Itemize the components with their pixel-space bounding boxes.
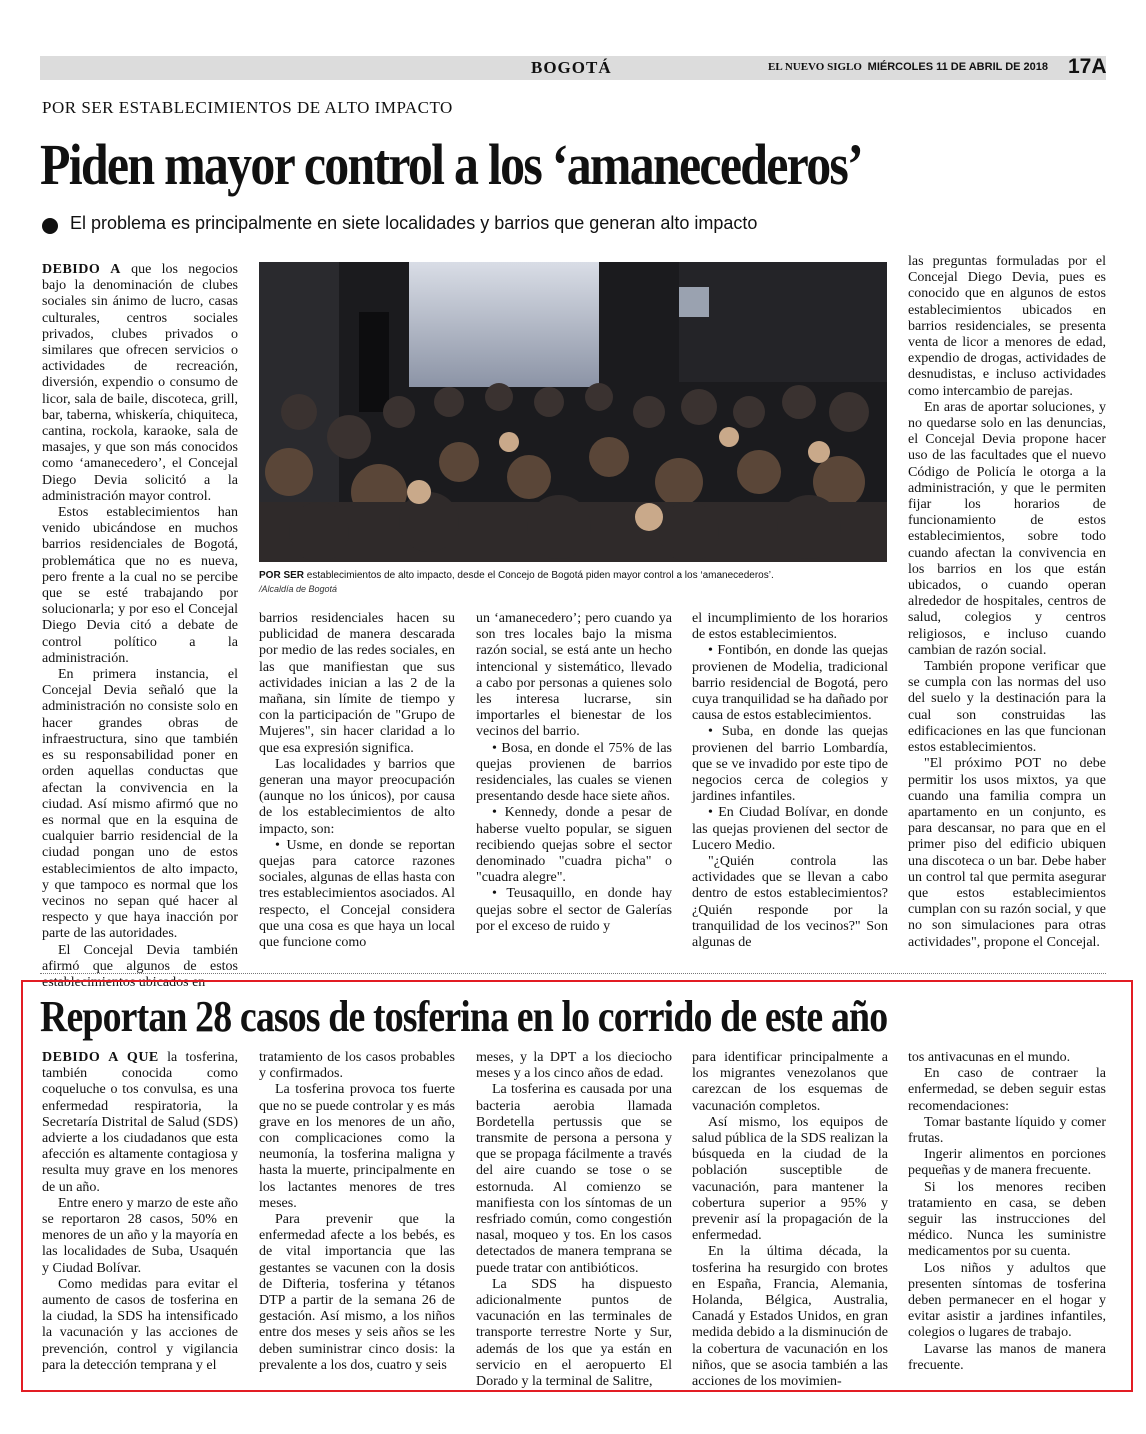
article1-column-4 bbox=[692, 611, 888, 951]
paragraph: barrios residenciales hacen su publicidad de manera descarada por medio de las redes sociales, en las que manifiestan que sus actividades inician a las 2 de la mañana, sin límite de tiempo y con la participación de "Grupo de Mujeres", sin hacer claridad a lo que esa expresión significa. bbox=[259, 611, 455, 756]
paragraph: tratamiento de los casos probables y confirmados. bbox=[259, 1050, 455, 1082]
page-number: 17A bbox=[1068, 55, 1107, 78]
article-subhead: El problema es principalmente en siete localidades y barrios que generan alto impacto bbox=[70, 213, 758, 233]
paragraph: Si los menores reciben tratamiento en casa, se deben seguir las instrucciones del médico. Nunca les suministre medicamentos por su cuenta. bbox=[908, 1179, 1106, 1260]
article-headline: Piden mayor control a los ‘amanecederos’ bbox=[40, 132, 863, 197]
paragraph: • Suba, en donde las quejas provienen del barrio Lombardía, que se ve invadido por este tipo de negocios cerca de colegios y jardines infantiles. bbox=[692, 724, 888, 805]
paragraph: meses, y la DPT a los dieciocho meses y a los cinco años de edad. bbox=[476, 1050, 672, 1082]
paragraph: Tomar bastante líquido y comer frutas. bbox=[908, 1114, 1106, 1147]
paragraph: En la última década, la tosferina ha resurgido con brotes en España, Francia, Alemania, Holanda, Bélgica, Australia, Canadá y Estados Unidos, en gran medida debido a la disminución de la cobertura de vacunación en los niños, que se asocia también a las acciones de los movimien- bbox=[692, 1244, 888, 1390]
paragraph: • Usme, en donde se reportan quejas para catorce razones sociales, algunas de ellas hasta con tres establecimientos asociados. Al respecto, el Concejal considera que una cosa es que haya un local que funcione como bbox=[259, 837, 455, 951]
paragraph: Lavarse las manos de manera frecuente. bbox=[908, 1341, 1106, 1373]
paragraph: En caso de contraer la enfermedad, se deben seguir estas recomendaciones: bbox=[908, 1066, 1106, 1114]
lead-in: DEBIDO A bbox=[42, 262, 121, 277]
section-name: BOGOTÁ bbox=[531, 58, 612, 77]
paragraph: "El próximo POT no debe permitir los usos mixtos, ya que cuando una familia compra un apartamento en un conjunto, es para descansar, no para que en el primer piso del edificio ubiquen una discoteca o un bar. Debe haber un control tal que permita asegurar que estos establecimientos cumplan con su razón social, y que no son simulaciones para otras actividades", propone el Concejal. bbox=[908, 756, 1106, 950]
photo-caption bbox=[259, 570, 887, 594]
paragraph: También propone verificar que se cumpla con las normas del uso del suelo y la destinación para la cual son construidas las edificaciones en las que funcionan estos establecimientos. bbox=[908, 659, 1106, 756]
article2-column-1 bbox=[42, 1050, 238, 1374]
paper-name: EL NUEVO SIGLO bbox=[768, 61, 862, 73]
paragraph: La SDS ha dispuesto adicionalmente puntos de vacunación en las terminales de transporte terrestre Norte y Sur, además de los que ya están en servicio en el aeropuerto El Dorado y la terminal de Salitre, bbox=[476, 1276, 672, 1390]
article2-column-3 bbox=[476, 1050, 672, 1390]
paragraph bbox=[42, 262, 238, 505]
paragraph: Entre enero y marzo de este año se reportaron 28 casos, 50% en menores de un año y la mayoría en las localidades de Suba, Usaquén y Ciudad Bolívar. bbox=[42, 1195, 238, 1276]
article2-column-4 bbox=[692, 1050, 888, 1390]
article1-column-1 bbox=[42, 262, 238, 991]
paragraph bbox=[42, 1050, 238, 1196]
paragraph-text: la tosferina, también conocida como coqueluche o tos convulsa, es una enfermedad respiratoria, la Secretaría Distrital de Salud (SDS) advierte a los ciudadanos que esta afección es altamente contagiosa y resulta muy grave en los menores de un año. bbox=[42, 1050, 239, 1195]
paragraph: "¿Quién controla las actividades que se llevan a cabo dentro de estos establecimientos? ¿Quién responde por la tranquilidad de los vecinos?" Son algunas de bbox=[692, 854, 888, 951]
article1-column-3 bbox=[476, 611, 672, 935]
article1-column-5 bbox=[908, 254, 1106, 951]
article1-column-2 bbox=[259, 611, 455, 951]
article2-headline: Reportan 28 casos de tosferina en lo corrido de este año bbox=[40, 992, 888, 1041]
paragraph: En primera instancia, el Concejal Devia señaló que la administración no consiste solo en hacer grandes obras de infraestructura, sino que también es su responsabilidad poner en orden aquellas conductas que afectan la convivencia en la ciudad. Así mismo afirmó que no es normal que en la esquina de cualquier barrio residencial de la ciudad pongan uno de estos establecimientos de alto impacto, y que tampoco es normal que los vecinos no sepan qué hacer al respecto y que haya inacción por parte de las autoridades. bbox=[42, 667, 238, 942]
paragraph: las preguntas formuladas por el Concejal Diego Devia, pues es conocido que en algunos de estos establecimientos ubicados en barrios residenciales, se presenta venta de licor a menores de edad, expendio de drogas, actividades de desnudistas, e incluso actividades como intercambio de parejas. bbox=[908, 254, 1106, 399]
paragraph: Para prevenir que la enfermedad afecte a los bebés, es de vital importancia que las gestantes se vacunen con la dosis de Difteria, tosferina y tétanos DTP a partir de la semana 26 de gestación. Así mismo, a los niños entre dos meses y seis años se les deben suministrar cinco dosis: la prevalente a los dos, cuatro y seis bbox=[259, 1212, 455, 1373]
paragraph: • Fontibón, en donde las quejas provienen de Modelia, tradicional barrio residencial de Bogotá, pero cuya tranquilidad se ha dañado por causa de estos establecimientos. bbox=[692, 643, 888, 724]
paragraph: Como medidas para evitar el aumento de casos de tosferina en la ciudad, la SDS ha intensificado la vacunación y las acciones de prevención, control y vigilancia para la detección temprana y el bbox=[42, 1276, 238, 1373]
article-divider bbox=[40, 973, 1106, 974]
event-photo bbox=[259, 262, 887, 562]
paper-date: MIÉRCOLES 11 DE ABRIL DE 2018 bbox=[867, 61, 1049, 73]
caption-lead: POR SER bbox=[259, 570, 305, 581]
paragraph: En aras de aportar soluciones, y no quedarse solo en las denuncias, el Concejal Devia propone hacer uso de las facultades que el nuevo Código de Policía le otorga a la administración, y que le permiten fijar los horarios de funcionamiento de estos establecimientos, sobre todo cuando afectan la convivencia en los barrios en los que están ubicados, o cuando operan alrededor de hospitales, centros de salud, colegios y centros religiosos, e incluso cuando cambian de razón social. bbox=[908, 399, 1106, 658]
photo-credit: /Alcaldía de Bogotá bbox=[259, 584, 338, 594]
article2-column-5 bbox=[908, 1050, 1106, 1374]
paragraph: tos antivacunas en el mundo. bbox=[908, 1050, 1071, 1065]
paragraph: Las localidades y barrios que generan una mayor preocupación (aunque no los únicos), por causa de los establecimientos de alto impacto, son: bbox=[259, 756, 455, 837]
paragraph: La tosferina provoca tos fuerte que no se puede controlar y es más grave en los menores de un año, con complicaciones como la neumonía, la tosferina maligna y hasta la muerte, principalmente en los lactantes menores de tres meses. bbox=[259, 1082, 455, 1211]
paragraph: • Kennedy, donde a pesar de haberse vuelto popular, se siguen recibiendo quejas sobre el sector denominado "cuadra picha" o "cuadra alegre". bbox=[476, 805, 672, 886]
paragraph: Estos establecimientos han venido ubicándose en muchos barrios residenciales de Bogotá, problemática que no es nueva, pero frente a la cual no se percibe que se esté trabajando por solucionarla; y por eso el Concejal Diego Devia citó a debate de control político a la administración. bbox=[42, 505, 238, 666]
paragraph: La tosferina es causada por una bacteria aerobia llamada Bordetella pertussis que se transmite de persona a persona y que se propaga fácilmente a través del aire cuando se tose o se estornuda. Al comienzo se manifiesta con los síntomas de un resfriado común, como congestión nasal, moqueo y tos. En los casos detectados de manera temprana se puede tratar con antibióticos. bbox=[476, 1082, 672, 1276]
paragraph: • Bosa, en donde el 75% de las quejas provienen de barrios residenciales, las cuales se vienen presentando desde hace siete años. bbox=[476, 740, 672, 805]
paragraph: para identificar principalmente a los migrantes venezolanos que carezcan de los esquemas de vacunación completos. bbox=[692, 1050, 888, 1114]
article-kicker: POR SER ESTABLECIMIENTOS DE ALTO IMPACTO bbox=[42, 98, 453, 117]
paragraph: • En Ciudad Bolívar, en donde las quejas provienen del sector de Lucero Medio. bbox=[692, 805, 888, 853]
paragraph: • Teusaquillo, en donde hay quejas sobre el sector de Galerías por el exceso de ruido y bbox=[476, 886, 672, 934]
paper-info bbox=[768, 61, 1048, 73]
paragraph: el incumplimiento de los horarios de estos establecimientos. bbox=[692, 611, 888, 643]
paragraph: Los niños y adultos que presenten síntomas de tosferina deben permanecer en el hogar y evitar asistir a jardines infantiles, colegios o lugares de trabajo. bbox=[908, 1260, 1106, 1341]
paragraph: Así mismo, los equipos de salud pública de la SDS realizan la búsqueda en la ciudad de la población susceptible de vacunación, para mantener la cobertura superior a 95% y prevenir así la propagación de la enfermedad. bbox=[692, 1114, 888, 1244]
paragraph-text: que los negocios bajo la denominación de clubes sociales sin ánimo de lucro, casas culturales, centros sociales privados, clubes privados o similares que ofrecen servicios o actividades de recreación, diversión, expendio o consumo de licor, sala de baile, discoteca, grill, bar, taberna, whiskería, chiquiteca, cantina, rockola, karaoke, sala de masajes, y que son más conocidos como ‘amanecedero’, el Concejal Diego Devia solicitó a la administración mayor control. bbox=[42, 262, 239, 504]
caption-text: establecimientos de alto impacto, desde el Concejo de Bogotá piden mayor control a los ‘amanecederos’. bbox=[306, 570, 774, 581]
article2-column-2 bbox=[259, 1050, 455, 1374]
lead-in: DEBIDO A QUE bbox=[42, 1050, 159, 1065]
paragraph: El Concejal Devia también afirmó que algunos de estos establecimientos ubicados en bbox=[42, 942, 238, 990]
paragraph: Ingerir alimentos en porciones pequeñas y de manera frecuente. bbox=[908, 1147, 1106, 1179]
paragraph: un ‘amanecedero’; pero cuando ya son tres locales bajo la misma razón social, se está ante un hecho intencional y sistemático, llevado a cabo por personas a quienes solo les interesa lucrarse, sin importarles el bienestar de los vecinos del barrio. bbox=[476, 611, 672, 740]
bullet-icon bbox=[42, 218, 58, 234]
